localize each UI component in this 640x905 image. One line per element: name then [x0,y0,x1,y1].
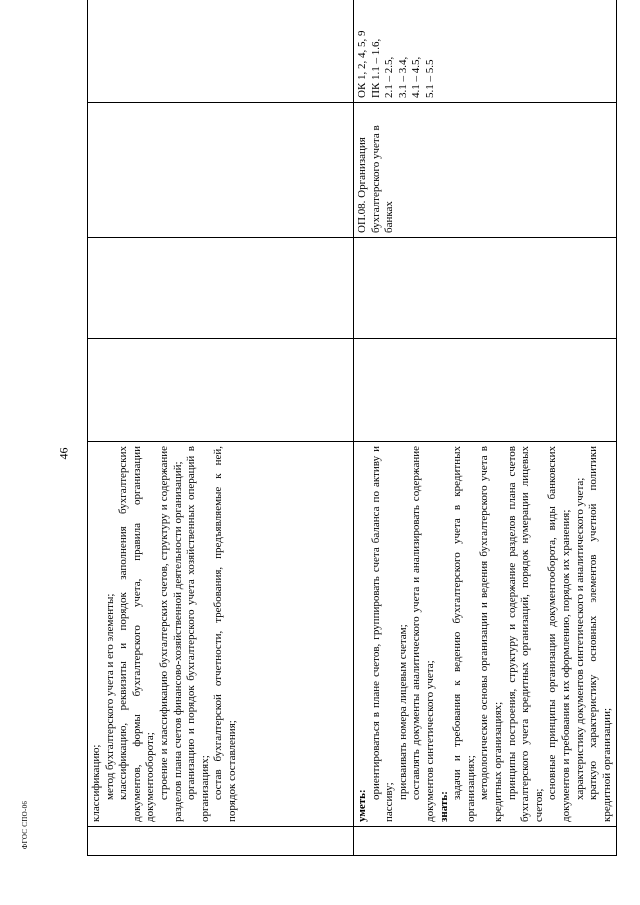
codes-cell [88,0,354,103]
text-line: состав бухгалтерской отчетности, требования, предъявляемые к ней, порядок составления; [212,446,238,822]
page-number: 46 [56,447,71,460]
footer-code: ФГОС СПО-06 [21,800,30,850]
competency-code: 3.1 – 3.4, [396,56,409,98]
index-cell [88,827,354,856]
text-line: классификацию; [90,744,102,822]
competency-code: 5.1 – 5.5 [423,59,436,98]
text-line: ориентироваться в плане счетов, группировать счета баланса по активу и пассиву; [369,446,396,822]
knowledge-cell [88,442,354,827]
text-line: основные принципы организации документооборота, виды банковских документов и требования к их оформлению, порядок их хранения; [546,446,572,822]
text-line: задачи и требования к ведению бухгалтерского учета в кредитных организациях; [451,446,477,822]
text-line: уметь: [356,789,368,822]
discipline-cell [88,103,354,238]
discipline-name: ОП.08. Организация бухгалтерского учета в банках [356,125,396,233]
table-row [88,0,354,856]
empty-cell [354,238,617,339]
rotated-page [87,30,613,856]
text-line: организацию и порядок бухгалтерского учета хозяйственных операций в организациях; [185,446,211,822]
competency-code: 2.1 – 2.5, [383,56,396,98]
competency-code: ОК 1, 2, 4, 5, 9 [356,30,368,98]
text-line: присваивать номера лицевым счетам; [396,624,409,800]
competency-code: 4.1 – 4.5, [410,56,423,98]
text-line: краткую характеристику основных элементов учетной политики кредитной организации; [587,446,613,822]
table-row [354,0,617,856]
empty-cell [88,238,354,339]
text-line: методологические основы организации и ведения бухгалтерского учета в кредитных организациях; [478,446,504,822]
text-line: составлять документы аналитического учета и анализировать содержание документов синтетического учета; [410,446,436,822]
competency-code: ПК 1.1 – 1.6, [369,38,382,98]
discipline-cell [354,103,617,238]
text-line: знать: [437,791,450,822]
skills-knowledge-cell [354,442,617,827]
text-line: характеристику документов синтетического и аналитического учета; [573,477,586,800]
competency-table [87,0,617,856]
text-line: строение и классификацию бухгалтерских счетов, структуру и содержание разделов плана счетов финансово-хозяйственной деятельности организаций; [157,446,184,822]
text-line: принципы построения, структуру и содержание разделов плана счетов бухгалтерского учета кредитных организаций, порядок нумерации лицевых счетов; [505,446,545,822]
codes-cell [354,0,617,103]
text-line: метод бухгалтерского учета и его элементы; [103,593,116,800]
empty-cell [88,339,354,442]
index-cell [354,827,617,856]
text-line: классификацию, реквизиты и порядок заполнения бухгалтерских документов, формы бухгалтерского учета, правила организации документооборота; [117,446,157,822]
empty-cell [354,339,617,442]
